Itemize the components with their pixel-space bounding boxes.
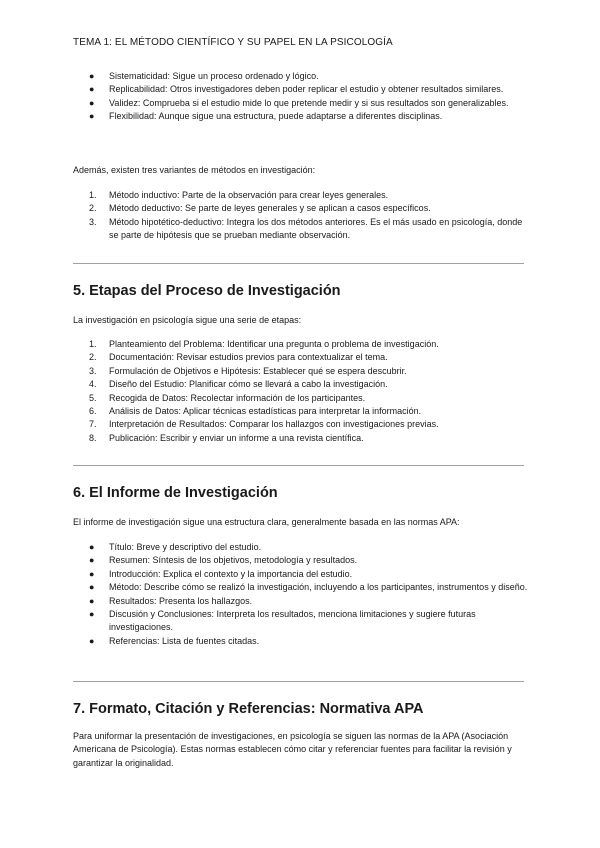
- list-item: ● Resumen: Síntesis de los objetivos, metodología y resultados.: [73, 554, 528, 567]
- bullet-icon: ●: [89, 595, 95, 606]
- bullet-icon: ●: [89, 97, 95, 108]
- divider: [73, 263, 524, 264]
- list-item: ● Discusión y Conclusiones: Interpreta los resultados, menciona limitaciones y sugiere futuras investigaciones.: [89, 609, 476, 633]
- list-item: 7. Interpretación de Resultados: Comparar los hallazgos con investigaciones previas.: [89, 419, 439, 430]
- list-item: ● Método: Describe cómo se realizó la investigación, incluyendo a los participantes, instrumentos y diseño.: [73, 581, 528, 594]
- steps-list: [73, 338, 528, 445]
- list-item: 2. Método deductivo: Se parte de leyes generales y se aplican a casos específicos.: [89, 203, 431, 214]
- list-item: 1. Método inductivo: Parte de la observación para crear leyes generales.: [89, 190, 389, 200]
- section-6-intro: El informe de investigación sigue una estructura clara, generalmente basada en las normas APA:: [73, 517, 460, 527]
- section-6-title: 6. El Informe de Investigación: [73, 485, 278, 501]
- list-item: 3. Formulación de Objetivos e Hipótesis: Establecer qué se espera descubrir.: [89, 365, 407, 376]
- divider: [73, 681, 524, 682]
- section-5-intro: La investigación en psicología sigue una serie de etapas:: [73, 315, 302, 325]
- bullet-icon: ●: [89, 71, 95, 81]
- bullet-icon: ●: [89, 111, 95, 122]
- bullet-icon: ●: [89, 84, 95, 95]
- list-item: ● Referencias: Lista de fuentes citadas.: [73, 635, 528, 648]
- list-item: 1. Planteamiento del Problema: Identificar una pregunta o problema de investigación.: [89, 339, 439, 349]
- list-item: 4. Diseño del Estudio: Planificar cómo se llevará a cabo la investigación.: [89, 379, 388, 390]
- variants-list: [73, 189, 528, 243]
- list-item: 2. Documentación: Revisar estudios previos para contextualizar el tema.: [89, 352, 388, 363]
- list-item: ● Resultados: Presenta los hallazgos.: [73, 595, 528, 608]
- characteristics-list: [73, 70, 528, 124]
- list-item: ● Sistematicidad: Sigue un proceso ordenado y lógico.: [73, 70, 528, 83]
- list-item: ● Replicabilidad: Otros investigadores deben poder replicar el estudio y obtener resultados similares.: [73, 83, 528, 96]
- bullet-icon: ●: [89, 555, 95, 566]
- section-5-title: 5. Etapas del Proceso de Investigación: [73, 283, 341, 299]
- variants-intro: Además, existen tres variantes de métodos en investigación:: [73, 165, 316, 175]
- section-7-title: 7. Formato, Citación y Referencias: Normativa APA: [73, 701, 424, 717]
- divider: [73, 465, 524, 466]
- bullet-icon: ●: [89, 582, 95, 593]
- bullet-icon: ●: [89, 609, 95, 620]
- list-item: ● Flexibilidad: Aunque sigue una estructura, puede adaptarse a diferentes disciplinas.: [73, 110, 528, 123]
- list-item: ● Título: Breve y descriptivo del estudio.: [73, 541, 528, 554]
- bullet-icon: ●: [89, 542, 95, 552]
- list-item: ● Validez: Comprueba si el estudio mide lo que pretende medir y si sus resultados son generalizables.: [73, 97, 528, 110]
- list-item: 5. Recogida de Datos: Recolectar información de los participantes.: [89, 392, 366, 403]
- list-item: 3. Método hipotético-deductivo: Integra los dos métodos anteriores. Es el más usado en psicología, donde se parte de hipótesis que se prueban mediante observación.: [89, 216, 523, 241]
- list-item: 6. Análisis de Datos: Aplicar técnicas estadísticas para interpretar la información.: [89, 406, 422, 417]
- bullet-icon: ●: [89, 635, 95, 646]
- section-7-paragraph: Para uniformar la presentación de investigaciones, en psicología se siguen las normas de la APA (Asociación Americana de Psicología). Estas normas establecen cómo citar y referenciar fuentes para facilitar la revisión y garantizar la originalidad.: [73, 731, 512, 768]
- list-item: 8. Publicación: Escribir y enviar un informe a una revista científica.: [89, 432, 364, 443]
- list-item: ● Introducción: Explica el contexto y la importancia del estudio.: [73, 568, 528, 581]
- bullet-icon: ●: [89, 568, 95, 579]
- page-header: TEMA 1: EL MÉTODO CIENTÍFICO Y SU PAPEL EN LA PSICOLOGÍA: [73, 37, 393, 48]
- report-structure-list: [73, 541, 528, 648]
